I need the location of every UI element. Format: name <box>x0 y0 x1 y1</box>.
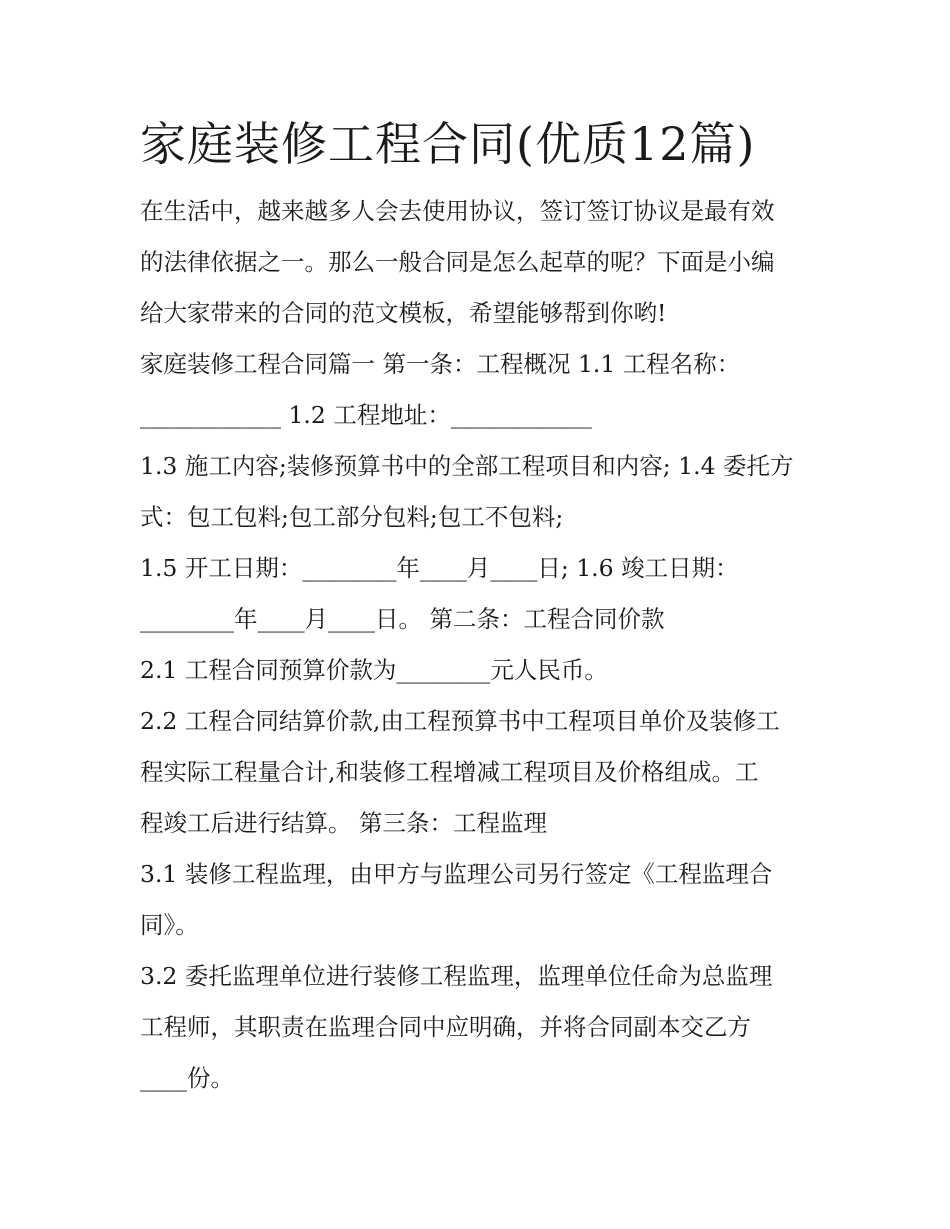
paragraph-line: ____份。 <box>140 1064 234 1092</box>
paragraph-line: 2.1 工程合同预算价款为________元人民币。 <box>140 656 608 684</box>
paragraph-line: 3.2 委托监理单位进行装修工程监理，监理单位任命为总监理 <box>140 962 773 990</box>
paragraph-line: 1.5 开工日期：________年____月____日; 1.6 竣工日期： <box>140 554 739 582</box>
paragraph-line: 程实际工程量合计,和装修工程增减工程项目及价格组成。工 <box>140 758 759 786</box>
page-title: 家庭装修工程合同(优质12篇) <box>140 117 756 171</box>
paragraph-line: 工程师，其职责在监理合同中应明确，并将合同副本交乙方 <box>140 1013 751 1041</box>
paragraph-line: 给大家带来的合同的范文模板，希望能够帮到你哟! <box>140 299 667 327</box>
paragraph-line: 的法律依据之一。那么一般合同是怎么起草的呢？下面是小编 <box>140 248 775 276</box>
paragraph-line: 程竣工后进行结算。 第三条：工程监理 <box>140 809 547 837</box>
paragraph-line: 家庭装修工程合同篇一 第一条：工程概况 1.1 工程名称： <box>140 350 741 378</box>
paragraph-line: 在生活中，越来越多人会去使用协议，签订签订协议是最有效 <box>140 197 775 225</box>
paragraph-line: 1.3 施工内容;装修预算书中的全部工程项目和内容; 1.4 委托方 <box>140 452 794 480</box>
document-body <box>140 186 820 1104</box>
paragraph-line: 3.1 装修工程监理，由甲方与监理公司另行签定《工程监理合 <box>140 860 773 888</box>
document-page <box>140 112 820 1104</box>
paragraph-line: ____________ 1.2 工程地址：____________ <box>140 401 592 429</box>
paragraph-line: 2.2 工程合同结算价款,由工程预算书中工程项目单价及装修工 <box>140 707 780 735</box>
paragraph-line: ________年____月____日。 第二条：工程合同价款 <box>140 605 665 633</box>
paragraph-line: 同》。 <box>140 911 199 939</box>
paragraph-line: 式：包工包料;包工部分包料;包工不包料; <box>140 503 564 531</box>
